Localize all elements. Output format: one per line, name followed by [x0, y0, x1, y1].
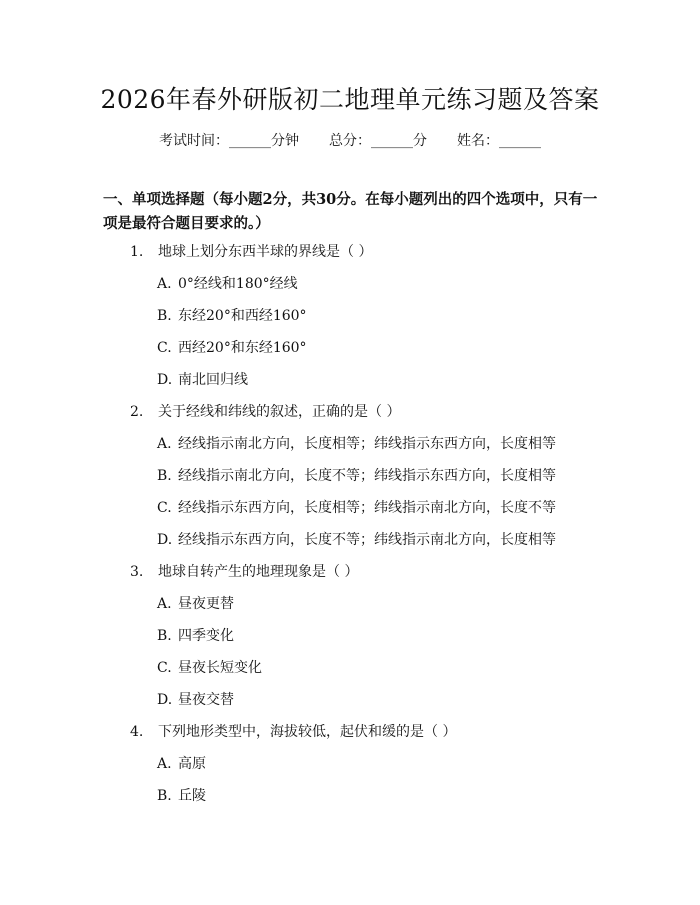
student-name-blank: ______	[499, 133, 541, 149]
question-item	[130, 242, 372, 262]
option-letter: B.	[157, 468, 172, 484]
question-item	[130, 722, 456, 742]
answer-option	[157, 498, 556, 518]
question-number: 2.	[130, 404, 144, 420]
total-score-field	[329, 131, 427, 151]
option-text: 昼夜交替	[178, 692, 234, 708]
exam-time-unit: 分钟	[271, 133, 299, 149]
option-letter: A.	[157, 596, 172, 612]
option-letter: D.	[157, 692, 173, 708]
question-item	[130, 402, 400, 422]
option-letter: A.	[157, 276, 172, 292]
section-heading: 一、单项选择题（每小题2分，共30分。在每小题列出的四个选项中，只有一项是最符合题目要求的。）	[103, 191, 598, 232]
student-name-field	[457, 131, 541, 151]
exam-time-label: 考试时间：	[159, 133, 229, 149]
option-letter: C.	[157, 500, 172, 516]
option-letter: A.	[157, 756, 172, 772]
answer-option	[157, 274, 298, 294]
answer-option	[157, 466, 556, 486]
option-text: 东经20°和西经160°	[178, 308, 307, 324]
option-text: 南北回归线	[178, 372, 248, 388]
option-text: 经线指示东西方向，长度不等；纬线指示南北方向，长度相等	[178, 532, 556, 548]
option-text: 经线指示南北方向，长度相等；纬线指示东西方向，长度相等	[178, 436, 556, 452]
option-text: 四季变化	[178, 628, 234, 644]
option-text: 丘陵	[178, 788, 206, 804]
option-text: 经线指示南北方向，长度不等；纬线指示东西方向，长度相等	[178, 468, 556, 484]
option-text: 0°经线和180°经线	[178, 276, 298, 292]
option-letter: D.	[157, 532, 173, 548]
question-text: 下列地形类型中，海拔较低，起伏和缓的是（ ）	[158, 724, 457, 740]
answer-option	[157, 690, 234, 710]
document-title: 2026年春外研版初二地理单元练习题及答案	[100, 85, 600, 114]
answer-option	[157, 658, 262, 678]
answer-option	[157, 626, 234, 646]
question-number: 3.	[130, 564, 144, 580]
question-text: 地球自转产生的地理现象是（ ）	[158, 564, 359, 580]
option-letter: D.	[157, 372, 173, 388]
exam-time-blank: ______	[229, 133, 271, 149]
answer-option	[157, 530, 556, 550]
question-number: 1.	[130, 244, 144, 260]
option-letter: A.	[157, 436, 172, 452]
question-item	[130, 562, 358, 582]
option-letter: B.	[157, 628, 172, 644]
option-text: 经线指示东西方向，长度相等；纬线指示南北方向，长度不等	[178, 500, 556, 516]
total-score-blank: ______	[371, 133, 413, 149]
option-letter: C.	[157, 340, 172, 356]
option-letter: B.	[157, 308, 172, 324]
answer-option	[157, 754, 206, 774]
answer-option	[157, 338, 307, 358]
option-letter: B.	[157, 788, 172, 804]
answer-option	[157, 306, 307, 326]
option-text: 西经20°和东经160°	[178, 340, 307, 356]
question-text: 关于经线和纬线的叙述，正确的是（ ）	[158, 404, 401, 420]
question-text: 地球上划分东西半球的界线是（ ）	[158, 244, 373, 260]
option-text: 昼夜更替	[178, 596, 234, 612]
student-name-label: 姓名：	[457, 133, 499, 149]
exam-time-field	[159, 131, 299, 151]
answer-option	[157, 434, 556, 454]
option-letter: C.	[157, 660, 172, 676]
option-text: 高原	[178, 756, 206, 772]
question-number: 4.	[130, 724, 144, 740]
option-text: 昼夜长短变化	[178, 660, 262, 676]
answer-option	[157, 370, 248, 390]
exam-info-line	[0, 131, 700, 151]
total-score-label: 总分：	[329, 133, 371, 149]
total-score-unit: 分	[413, 133, 427, 149]
answer-option	[157, 594, 234, 614]
answer-option	[157, 786, 206, 806]
